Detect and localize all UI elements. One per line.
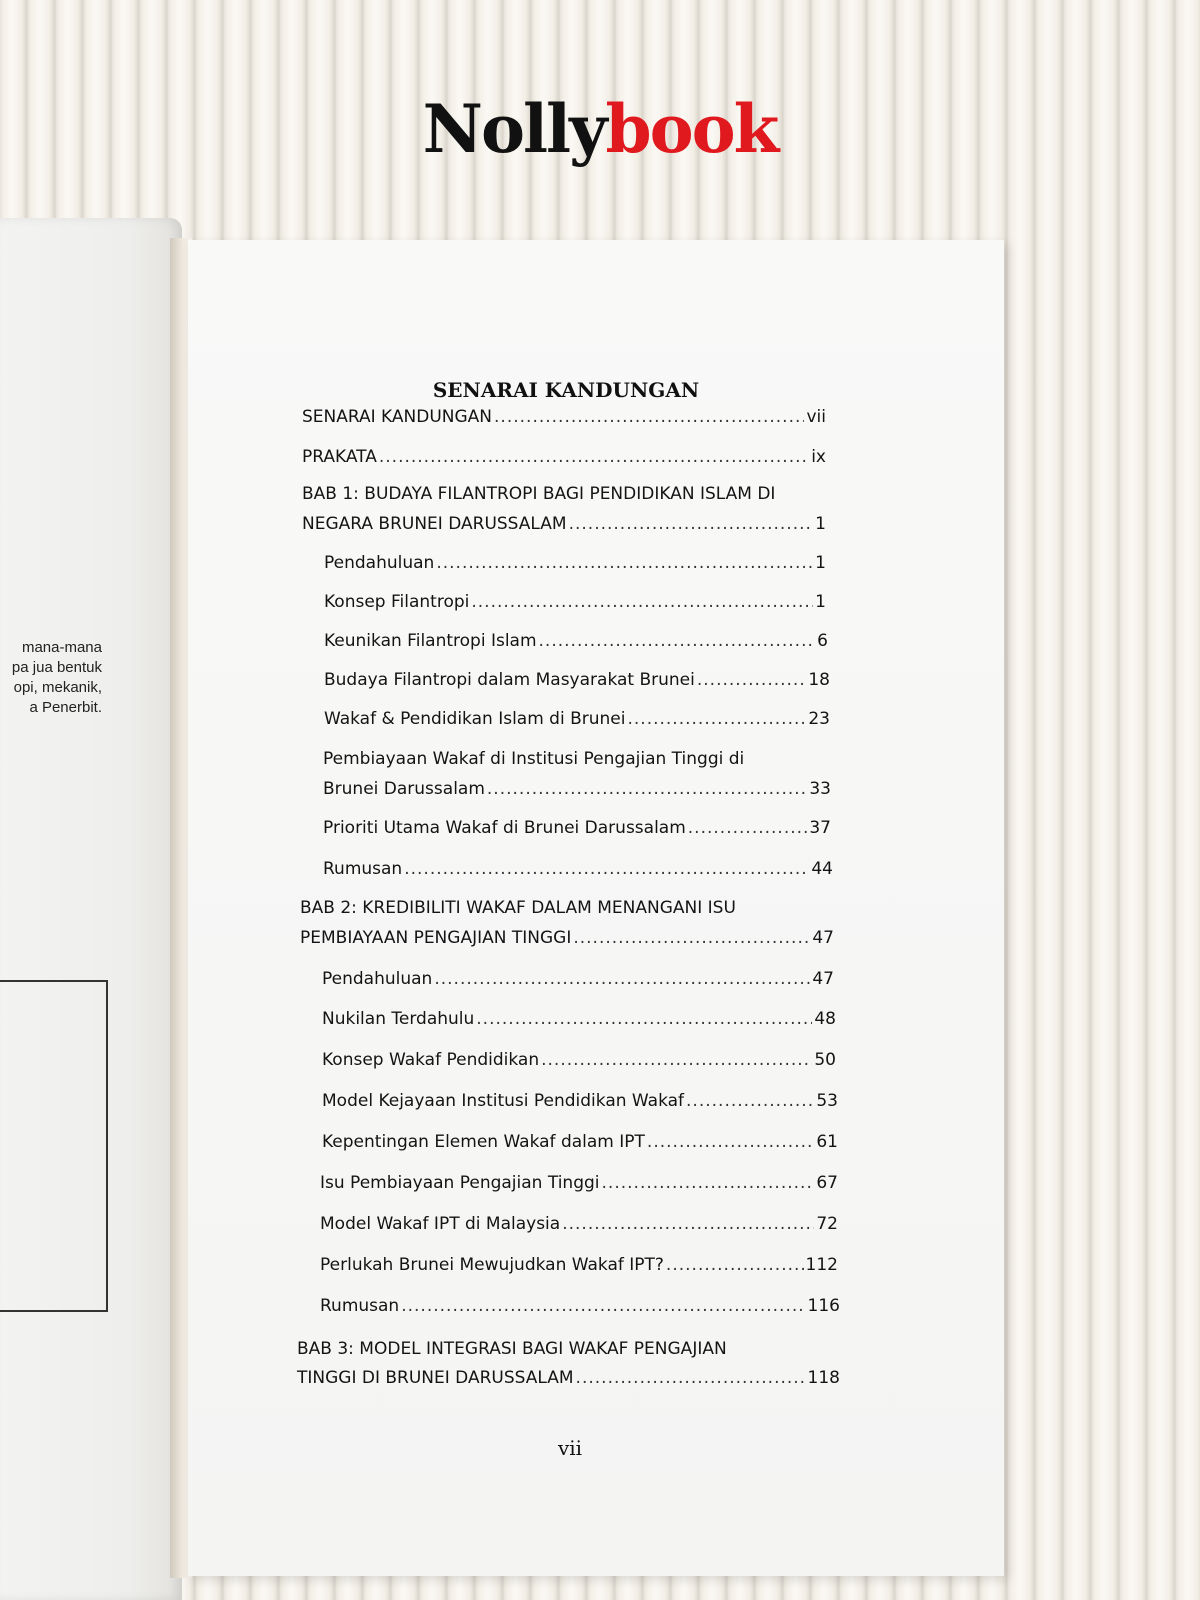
toc-entry-first-line: BAB 1: BUDAYA FILANTROPI BAGI PENDIDIKAN ISLAM DI xyxy=(302,484,776,504)
toc-entry xyxy=(302,514,826,534)
toc-entry xyxy=(324,709,830,729)
toc-entry-label: Brunei Darussalam xyxy=(323,779,485,799)
toc-entry-first-line: Pembiayaan Wakaf di Institusi Pengajian Tinggi di xyxy=(323,749,745,769)
toc-leader xyxy=(697,670,806,690)
toc-leader xyxy=(436,553,813,573)
toc-entry-label: Rumusan xyxy=(323,859,403,879)
toc-leader xyxy=(688,818,808,838)
toc-entry xyxy=(320,1296,840,1316)
toc-entry-page: 67 xyxy=(816,1173,838,1193)
toc-entry-first-line: BAB 2: KREDIBILITI WAKAF DALAM MENANGANI ISU xyxy=(300,898,736,918)
toc-entry xyxy=(300,928,834,948)
toc-entry-page: vii xyxy=(806,407,826,427)
toc-entry xyxy=(320,1173,838,1193)
toc-entry-label: Pendahuluan xyxy=(322,969,433,989)
toc-entry-page: 1 xyxy=(815,514,826,534)
toc-entry-label: PRAKATA xyxy=(302,447,377,467)
toc-leader xyxy=(569,514,814,534)
toc-leader xyxy=(602,1173,815,1193)
toc-entry-label: Prioriti Utama Wakaf di Brunei Darussalam xyxy=(323,818,686,838)
toc-entry-label: Pendahuluan xyxy=(324,553,435,573)
toc-entry-page: 6 xyxy=(817,631,828,651)
toc-entry-page: 47 xyxy=(812,969,834,989)
toc-entry xyxy=(323,818,831,838)
brand-logo-part1: Nolly xyxy=(422,90,606,168)
left-page-line: a Penerbit. xyxy=(29,699,102,716)
toc-entry-page: 1 xyxy=(815,553,826,573)
toc-entry-page: 23 xyxy=(808,709,830,729)
toc-entry-page: 33 xyxy=(809,779,831,799)
toc-entry-page: 116 xyxy=(807,1296,840,1316)
toc-entry xyxy=(324,553,826,573)
toc-entry xyxy=(324,592,826,612)
toc-leader xyxy=(476,1009,812,1029)
left-page-line: mana-mana xyxy=(21,639,102,656)
toc-entry-label: TINGGI DI BRUNEI DARUSSALAM xyxy=(297,1368,574,1388)
toc-leader xyxy=(573,928,810,948)
toc-entry xyxy=(322,1091,838,1111)
toc-entry-page: 118 xyxy=(807,1368,840,1388)
toc-entry-page: 72 xyxy=(816,1214,838,1234)
toc-entry xyxy=(322,1050,836,1070)
toc-entry-label: Rumusan xyxy=(320,1296,400,1316)
toc-entry xyxy=(297,1368,840,1388)
toc-leader xyxy=(666,1255,804,1275)
toc-entry-page: 112 xyxy=(805,1255,838,1275)
toc-leader xyxy=(471,592,813,612)
toc-entry xyxy=(323,779,831,799)
toc-entry xyxy=(322,969,834,989)
left-page-line: opi, mekanik, xyxy=(13,679,102,696)
page-number: vii xyxy=(557,1436,583,1460)
toc-entry xyxy=(320,1255,838,1275)
toc-entry xyxy=(302,407,826,427)
toc-leader xyxy=(627,709,806,729)
toc-entry-page: 61 xyxy=(816,1132,838,1152)
toc-entry-page: 1 xyxy=(815,592,826,612)
toc-entry-page: 44 xyxy=(811,859,833,879)
toc-entry-label: Budaya Filantropi dalam Masyarakat Brunei xyxy=(324,670,695,690)
toc-entry-label: Wakaf & Pendidikan Islam di Brunei xyxy=(324,709,626,729)
toc-entry-label: Keunikan Filantropi Islam xyxy=(324,631,537,651)
brand-logo-part2: book xyxy=(605,90,778,168)
toc-leader xyxy=(401,1296,805,1316)
toc-entry-page: 47 xyxy=(812,928,834,948)
toc-entry-label: Model Kejayaan Institusi Pendidikan Wakaf xyxy=(322,1091,685,1111)
toc-entry-page: ix xyxy=(811,447,826,467)
toc-leader xyxy=(434,969,810,989)
toc-entry-first-line: BAB 3: MODEL INTEGRASI BAGI WAKAF PENGAJIAN xyxy=(297,1339,727,1359)
toc-leader xyxy=(562,1214,814,1234)
toc-title: SENARAI KANDUNGAN xyxy=(432,378,700,402)
toc-entry-label: SENARAI KANDUNGAN xyxy=(302,407,493,427)
toc-leader xyxy=(494,407,804,427)
toc-leader xyxy=(686,1091,814,1111)
toc-entry xyxy=(322,1132,838,1152)
toc-leader xyxy=(647,1132,814,1152)
toc-leader xyxy=(404,859,809,879)
toc-leader xyxy=(539,631,816,651)
toc-entry xyxy=(322,1009,836,1029)
toc-leader xyxy=(487,779,807,799)
toc-entry-page: 50 xyxy=(814,1050,836,1070)
toc-entry-label: NEGARA BRUNEI DARUSSALAM xyxy=(302,514,567,534)
toc-leader xyxy=(379,447,809,467)
toc-entry-label: Konsep Filantropi xyxy=(324,592,470,612)
toc-leader xyxy=(576,1368,806,1388)
left-page-line: pa jua bentuk xyxy=(11,659,102,676)
toc-entry-label: Isu Pembiayaan Pengajian Tinggi xyxy=(320,1173,600,1193)
toc-leader xyxy=(541,1050,812,1070)
toc-entry-page: 37 xyxy=(809,818,831,838)
toc-entry-label: Model Wakaf IPT di Malaysia xyxy=(320,1214,561,1234)
toc-entry-page: 18 xyxy=(808,670,830,690)
toc-entry-label: Kepentingan Elemen Wakaf dalam IPT xyxy=(322,1132,645,1152)
toc-entry xyxy=(323,859,833,879)
toc-entry xyxy=(324,631,828,651)
toc-entry xyxy=(302,447,826,467)
toc-entry-page: 53 xyxy=(816,1091,838,1111)
toc-entry xyxy=(324,670,830,690)
toc-entry-label: Perlukah Brunei Mewujudkan Wakaf IPT? xyxy=(320,1255,664,1275)
toc-entry-label: PEMBIAYAAN PENGAJIAN TINGGI xyxy=(300,928,572,948)
toc-entry-label: Nukilan Terdahulu xyxy=(322,1009,475,1029)
toc-entry xyxy=(320,1214,838,1234)
toc-entry-label: Konsep Wakaf Pendidikan xyxy=(322,1050,540,1070)
toc-entry-page: 48 xyxy=(814,1009,836,1029)
